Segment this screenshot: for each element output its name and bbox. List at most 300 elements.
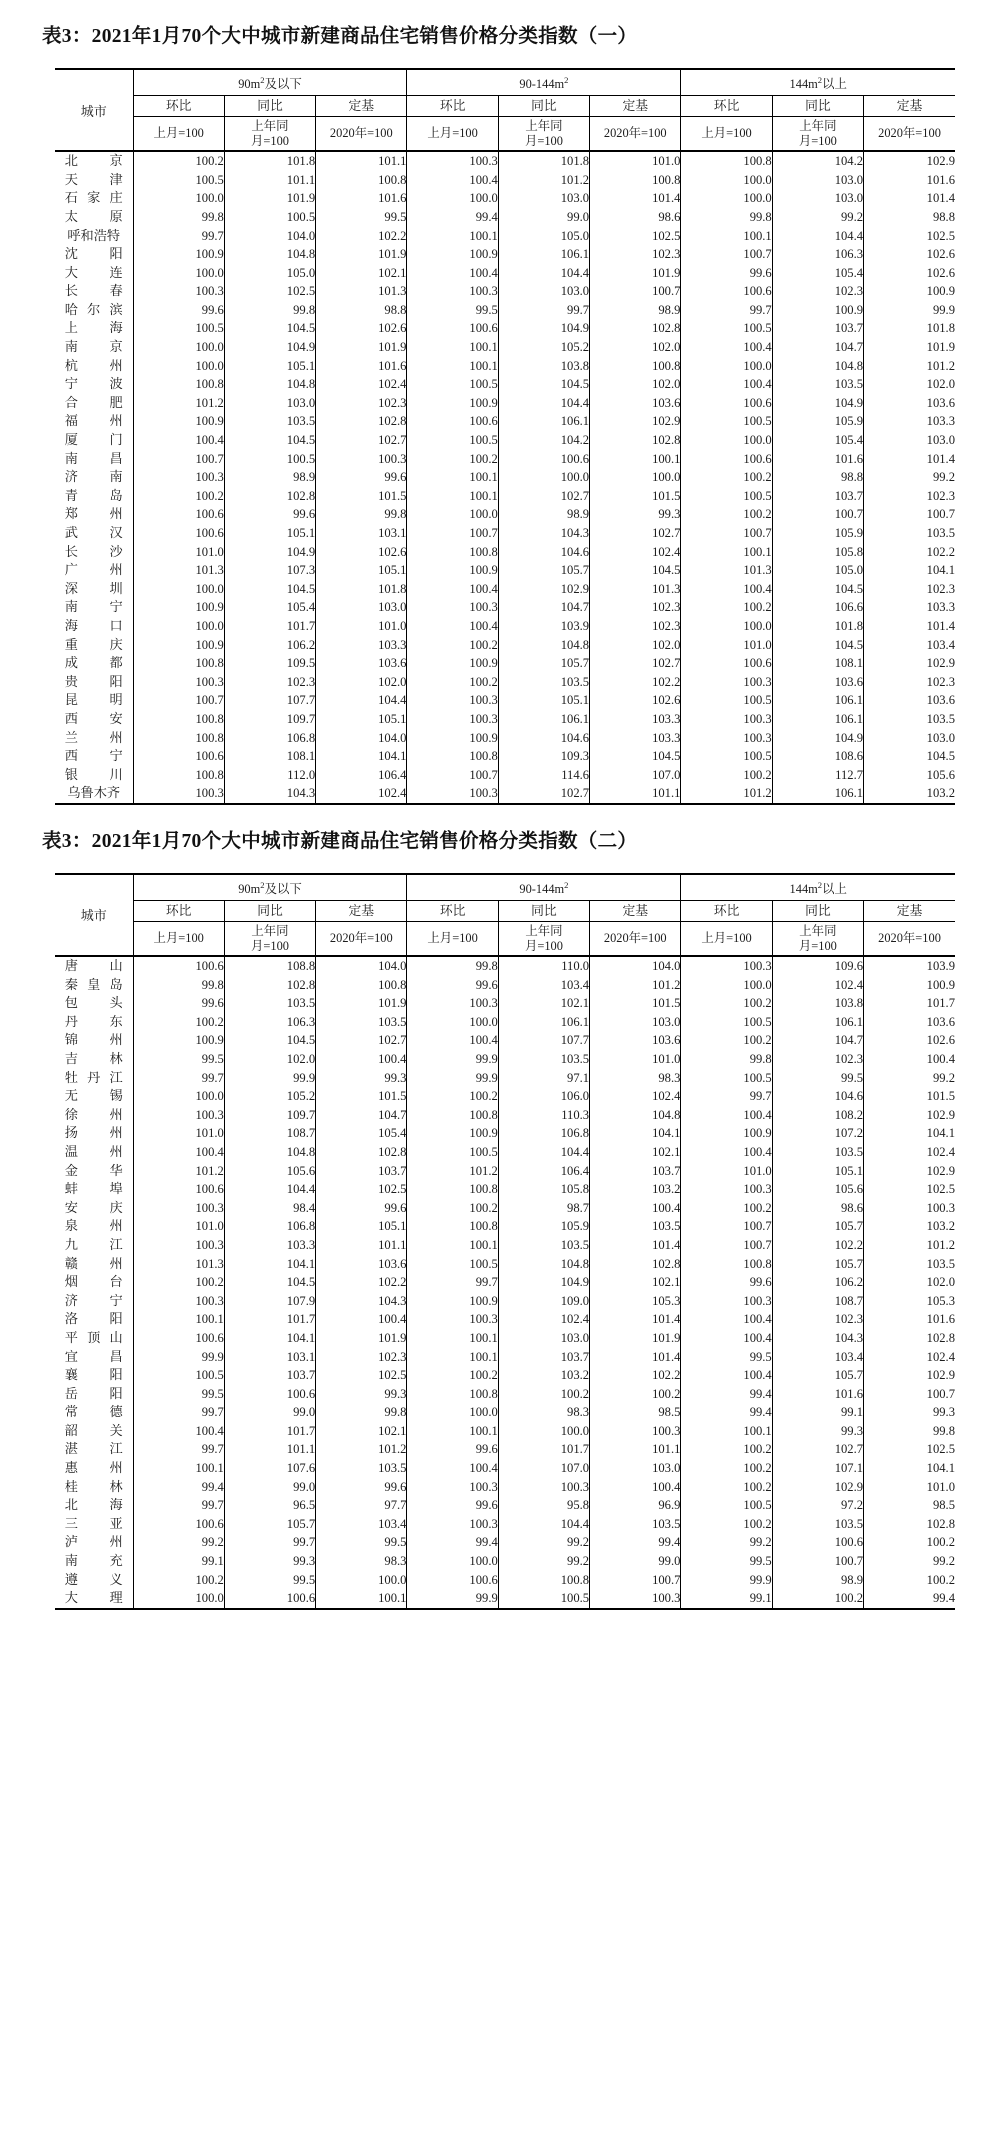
row-value-cell: 99.6 [407,1496,498,1515]
row-city-cell [55,282,133,301]
city-name-text: 重庆 [64,636,123,652]
row-value-cell: 101.0 [133,543,224,562]
row-value-cell: 100.6 [407,412,498,431]
row-value-cell: 105.4 [224,598,315,617]
column-group-header: $90m^2$及以下 [133,874,407,901]
row-value-cell: 101.0 [590,151,681,171]
row-value-cell: 100.3 [681,1292,772,1311]
table-row [55,1403,955,1422]
row-value-cell: 102.0 [864,375,955,394]
city-name-text: 锦州 [64,1032,123,1048]
row-value-cell: 101.5 [590,994,681,1013]
row-value-cell: 100.6 [407,319,498,338]
row-value-cell: 103.3 [224,1236,315,1255]
row-value-cell: 100.2 [498,1385,589,1404]
row-value-cell: 102.3 [316,1348,407,1367]
row-value-cell: 100.5 [681,1496,772,1515]
row-value-cell: 106.2 [224,636,315,655]
city-name-text: 赣州 [64,1255,123,1271]
row-value-cell: 100.3 [407,994,498,1013]
row-value-cell: 99.7 [133,1496,224,1515]
row-value-cell: 102.3 [224,673,315,692]
row-value-cell: 101.1 [224,171,315,190]
column-header-city: 城市 [55,69,133,151]
row-value-cell: 103.5 [864,524,955,543]
row-city-cell [55,1255,133,1274]
row-value-cell: 97.7 [316,1496,407,1515]
row-value-cell: 100.0 [681,357,772,376]
city-name-text: 安庆 [64,1199,123,1215]
row-value-cell: 103.0 [772,189,863,208]
row-city-cell [55,1329,133,1348]
row-value-cell: 100.9 [133,598,224,617]
row-value-cell: 102.0 [590,375,681,394]
city-name-text: 长沙 [64,543,123,559]
row-value-cell: 97.1 [498,1069,589,1088]
row-value-cell: 100.7 [772,505,863,524]
superscript-2: 2 [260,75,265,85]
city-name-text: 海口 [64,617,123,633]
row-value-cell: 102.5 [864,1180,955,1199]
row-value-cell: 104.1 [590,1124,681,1143]
row-value-cell: 105.6 [864,766,955,785]
row-value-cell: 100.7 [681,245,772,264]
row-city-cell [55,1124,133,1143]
row-value-cell: 99.9 [681,1571,772,1590]
table-row [55,1106,955,1125]
city-name-text: 贵阳 [64,673,123,689]
row-value-cell: 105.2 [498,338,589,357]
row-value-cell: 100.4 [407,1031,498,1050]
row-value-cell: 103.3 [864,412,955,431]
row-city-cell [55,1143,133,1162]
row-value-cell: 103.5 [224,994,315,1013]
row-value-cell: 99.8 [864,1422,955,1441]
row-value-cell: 100.5 [681,1069,772,1088]
row-value-cell: 102.4 [772,976,863,995]
row-value-cell: 97.2 [772,1496,863,1515]
table-row [55,617,955,636]
table-row [55,747,955,766]
row-city-cell [55,1292,133,1311]
table-row [55,1255,955,1274]
row-city-cell [55,691,133,710]
row-value-cell: 100.4 [681,1106,772,1125]
row-value-cell: 103.0 [772,171,863,190]
row-value-cell: 100.7 [590,1571,681,1590]
row-value-cell: 100.7 [772,1552,863,1571]
row-value-cell: 100.7 [133,691,224,710]
row-value-cell: 98.8 [772,468,863,487]
row-value-cell: 102.1 [498,994,589,1013]
row-value-cell: 103.0 [864,729,955,748]
row-value-cell: 100.1 [133,1459,224,1478]
table-wrap [0,54,992,805]
row-value-cell: 100.0 [407,1013,498,1032]
row-value-cell: 99.8 [316,1403,407,1422]
row-value-cell: 102.0 [316,673,407,692]
row-value-cell: 99.4 [681,1385,772,1404]
city-name-text: 西安 [64,710,123,726]
row-value-cell: 100.8 [681,1255,772,1274]
city-name-text: 厦门 [64,432,123,448]
column-header-7: 同比 [772,901,863,922]
column-group-header: $144m^2$以上 [681,69,955,96]
row-value-cell: 100.9 [407,1124,498,1143]
row-value-cell: 101.4 [864,617,955,636]
row-city-cell [55,412,133,431]
city-name-text: 兰州 [64,729,123,745]
column-header-5: 定基 [590,96,681,117]
row-value-cell: 100.7 [864,505,955,524]
row-value-cell: 100.1 [681,543,772,562]
row-value-cell: 102.9 [864,1162,955,1181]
city-name-text: 西宁 [64,748,123,764]
row-value-cell: 109.3 [498,747,589,766]
table-title: 表3：2021年1月70个大中城市新建商品住宅销售价格分类指数（二） [42,830,638,852]
row-city-cell [55,1459,133,1478]
row-value-cell: 108.6 [772,747,863,766]
row-value-cell: 100.1 [681,227,772,246]
row-value-cell: 100.2 [681,1440,772,1459]
column-base-1: 上年同 月=100 [224,922,315,957]
row-value-cell: 100.5 [681,691,772,710]
row-value-cell: 101.1 [316,151,407,171]
row-value-cell: 100.5 [407,1143,498,1162]
row-value-cell: 105.7 [498,561,589,580]
row-value-cell: 107.9 [224,1292,315,1311]
row-value-cell: 100.2 [407,636,498,655]
row-value-cell: 99.6 [133,301,224,320]
row-value-cell: 104.9 [498,1273,589,1292]
row-value-cell: 99.6 [224,505,315,524]
row-value-cell: 103.5 [498,1236,589,1255]
row-value-cell: 100.1 [407,468,498,487]
row-city-cell [55,976,133,995]
row-value-cell: 100.6 [681,394,772,413]
row-value-cell: 101.8 [772,617,863,636]
row-value-cell: 101.6 [316,357,407,376]
row-value-cell: 102.1 [316,1422,407,1441]
row-value-cell: 102.7 [498,487,589,506]
row-value-cell: 103.4 [316,1515,407,1534]
row-value-cell: 102.3 [864,580,955,599]
row-value-cell: 100.2 [133,1571,224,1590]
row-value-cell: 95.8 [498,1496,589,1515]
table-row [55,245,955,264]
column-base-3: 上月=100 [407,922,498,957]
row-city-cell [55,1162,133,1181]
row-city-cell [55,1310,133,1329]
row-city-cell [55,1422,133,1441]
city-name-text: 哈尔滨 [64,301,123,317]
row-value-cell: 101.2 [133,1162,224,1181]
row-value-cell: 103.5 [224,412,315,431]
row-value-cell: 99.2 [864,1552,955,1571]
row-value-cell: 100.3 [407,151,498,171]
row-value-cell: 104.5 [224,319,315,338]
table-row [55,171,955,190]
row-value-cell: 100.3 [133,1236,224,1255]
row-value-cell: 99.1 [133,1552,224,1571]
city-name-text: 广州 [64,562,123,578]
row-value-cell: 103.3 [590,710,681,729]
row-value-cell: 100.7 [407,524,498,543]
row-value-cell: 100.5 [407,375,498,394]
row-value-cell: 105.9 [772,412,863,431]
row-value-cell: 103.7 [772,319,863,338]
row-value-cell: 100.8 [498,1571,589,1590]
table-row [55,1124,955,1143]
table-row [55,1440,955,1459]
row-value-cell: 100.8 [133,710,224,729]
row-value-cell: 100.4 [133,1422,224,1441]
row-value-cell: 104.0 [590,956,681,976]
row-city-cell [55,636,133,655]
row-value-cell: 104.1 [224,1255,315,1274]
row-value-cell: 105.1 [316,710,407,729]
table-row [55,375,955,394]
row-value-cell: 101.1 [316,1236,407,1255]
row-city-cell [55,171,133,190]
row-value-cell: 104.4 [498,1143,589,1162]
row-value-cell: 102.1 [590,1273,681,1292]
row-city-cell [55,1069,133,1088]
table-row [55,1199,955,1218]
city-name-text: 扬州 [64,1125,123,1141]
row-value-cell: 104.2 [772,151,863,171]
row-city-cell [55,561,133,580]
row-value-cell: 100.6 [133,1329,224,1348]
row-value-cell: 105.1 [224,357,315,376]
row-value-cell: 101.8 [224,151,315,171]
row-value-cell: 103.0 [498,1329,589,1348]
row-value-cell: 103.7 [590,1162,681,1181]
row-value-cell: 100.2 [681,1199,772,1218]
row-value-cell: 100.5 [681,319,772,338]
row-value-cell: 104.5 [590,747,681,766]
row-value-cell: 100.3 [590,1422,681,1441]
row-value-cell: 100.6 [133,747,224,766]
row-value-cell: 101.4 [590,1310,681,1329]
row-value-cell: 104.4 [772,227,863,246]
row-value-cell: 98.8 [316,301,407,320]
row-value-cell: 104.1 [864,1459,955,1478]
row-value-cell: 106.1 [498,710,589,729]
row-value-cell: 100.8 [316,976,407,995]
row-city-cell [55,543,133,562]
row-value-cell: 98.3 [590,1069,681,1088]
row-value-cell: 100.2 [864,1571,955,1590]
row-value-cell: 102.0 [864,1273,955,1292]
row-value-cell: 99.0 [224,1403,315,1422]
row-value-cell: 98.6 [772,1199,863,1218]
table-row [55,151,955,171]
row-city-cell [55,227,133,246]
column-group-header: $90m^2$及以下 [133,69,407,96]
row-value-cell: 103.0 [498,282,589,301]
row-value-cell: 103.2 [864,784,955,804]
row-value-cell: 99.6 [407,976,498,995]
column-base-4: 上年同 月=100 [498,117,589,152]
row-value-cell: 102.5 [590,227,681,246]
table-row [55,394,955,413]
row-value-cell: 98.9 [772,1571,863,1590]
table-row [55,505,955,524]
row-value-cell: 102.9 [498,580,589,599]
row-value-cell: 100.2 [681,1478,772,1497]
row-value-cell: 99.7 [133,1440,224,1459]
row-value-cell: 104.5 [864,747,955,766]
row-value-cell: 100.4 [681,1310,772,1329]
header-row-bases [55,922,955,957]
row-value-cell: 99.6 [681,1273,772,1292]
table-row [55,561,955,580]
row-value-cell: 104.0 [316,956,407,976]
row-value-cell: 104.9 [224,543,315,562]
row-value-cell: 100.0 [133,357,224,376]
column-base-8: 2020年=100 [864,922,955,957]
table-row [55,710,955,729]
row-value-cell: 104.9 [498,319,589,338]
row-value-cell: 99.0 [590,1552,681,1571]
column-base-7: 上年同 月=100 [772,922,863,957]
row-city-cell [55,375,133,394]
column-base-8: 2020年=100 [864,117,955,152]
row-value-cell: 104.3 [498,524,589,543]
column-base-3: 上月=100 [407,117,498,152]
row-value-cell: 99.9 [407,1069,498,1088]
table-row [55,189,955,208]
row-value-cell: 100.0 [498,468,589,487]
row-value-cell: 109.5 [224,654,315,673]
row-value-cell: 101.4 [864,189,955,208]
column-header-8: 定基 [864,96,955,117]
row-value-cell: 100.1 [133,1310,224,1329]
row-value-cell: 104.9 [772,394,863,413]
city-name-text: 泸州 [64,1534,123,1550]
table-row [55,994,955,1013]
row-value-cell: 105.4 [772,431,863,450]
row-value-cell: 100.8 [407,1385,498,1404]
row-value-cell: 101.5 [590,487,681,506]
row-value-cell: 100.9 [864,282,955,301]
row-value-cell: 100.5 [498,1589,589,1609]
row-value-cell: 104.7 [498,598,589,617]
row-value-cell: 100.1 [590,450,681,469]
row-value-cell: 104.8 [498,636,589,655]
row-value-cell: 100.0 [498,1422,589,1441]
row-value-cell: 99.3 [772,1422,863,1441]
row-value-cell: 103.4 [498,976,589,995]
row-value-cell: 104.8 [224,245,315,264]
column-header-7: 同比 [772,96,863,117]
row-value-cell: 99.1 [681,1589,772,1609]
row-city-cell [55,338,133,357]
row-city-cell [55,1013,133,1032]
row-value-cell: 106.1 [498,1013,589,1032]
row-value-cell: 102.8 [224,976,315,995]
row-value-cell: 99.5 [316,208,407,227]
row-value-cell: 99.5 [681,1552,772,1571]
row-value-cell: 105.0 [772,561,863,580]
row-value-cell: 100.3 [681,956,772,976]
row-value-cell: 105.1 [772,1162,863,1181]
column-group-header: $90-144m^2$ [407,874,681,901]
row-value-cell: 99.2 [133,1533,224,1552]
row-value-cell: 100.2 [133,151,224,171]
row-city-cell [55,431,133,450]
row-value-cell: 104.7 [772,338,863,357]
table-row [55,264,955,283]
row-value-cell: 98.3 [498,1403,589,1422]
city-name-text: 遵义 [64,1571,123,1587]
row-value-cell: 101.6 [772,450,863,469]
row-city-cell [55,1589,133,1609]
city-name-text: 无锡 [64,1088,123,1104]
row-value-cell: 106.1 [498,412,589,431]
row-value-cell: 104.8 [590,1106,681,1125]
row-value-cell: 100.2 [681,1515,772,1534]
table-row [55,1069,955,1088]
row-value-cell: 102.4 [864,1348,955,1367]
table-row [55,487,955,506]
row-value-cell: 99.7 [133,1069,224,1088]
row-value-cell: 105.8 [498,1180,589,1199]
row-city-cell [55,524,133,543]
row-value-cell: 100.5 [224,450,315,469]
row-value-cell: 100.9 [407,654,498,673]
row-value-cell: 104.1 [224,1329,315,1348]
row-value-cell: 100.3 [681,710,772,729]
table-row [55,227,955,246]
row-value-cell: 100.9 [133,412,224,431]
row-value-cell: 100.9 [407,561,498,580]
row-value-cell: 100.8 [407,543,498,562]
row-city-cell [55,1106,133,1125]
row-value-cell: 99.8 [133,976,224,995]
row-value-cell: 108.1 [224,747,315,766]
table-body [55,151,955,804]
row-value-cell: 99.7 [498,301,589,320]
city-name-text: 呼和浩特 [67,227,121,243]
row-value-cell: 100.2 [407,1087,498,1106]
row-value-cell: 99.6 [407,1440,498,1459]
row-value-cell: 101.0 [681,636,772,655]
row-value-cell: 102.3 [772,1310,863,1329]
row-value-cell: 100.2 [864,1533,955,1552]
row-value-cell: 100.3 [316,450,407,469]
city-name-text: 三亚 [64,1515,123,1531]
table-row [55,1533,955,1552]
city-name-text: 上海 [64,320,123,336]
row-value-cell: 102.0 [590,636,681,655]
row-value-cell: 101.3 [316,282,407,301]
header-row-bases [55,117,955,152]
header-row-groups [55,874,955,901]
row-value-cell: 101.3 [681,561,772,580]
row-value-cell: 100.3 [133,282,224,301]
row-city-cell [55,956,133,976]
table-row [55,1143,955,1162]
table-wrap [0,859,992,1610]
row-value-cell: 103.5 [772,375,863,394]
row-value-cell: 103.5 [864,1255,955,1274]
row-value-cell: 105.1 [224,524,315,543]
row-value-cell: 101.4 [590,1236,681,1255]
row-value-cell: 99.5 [407,301,498,320]
row-value-cell: 100.1 [407,1348,498,1367]
